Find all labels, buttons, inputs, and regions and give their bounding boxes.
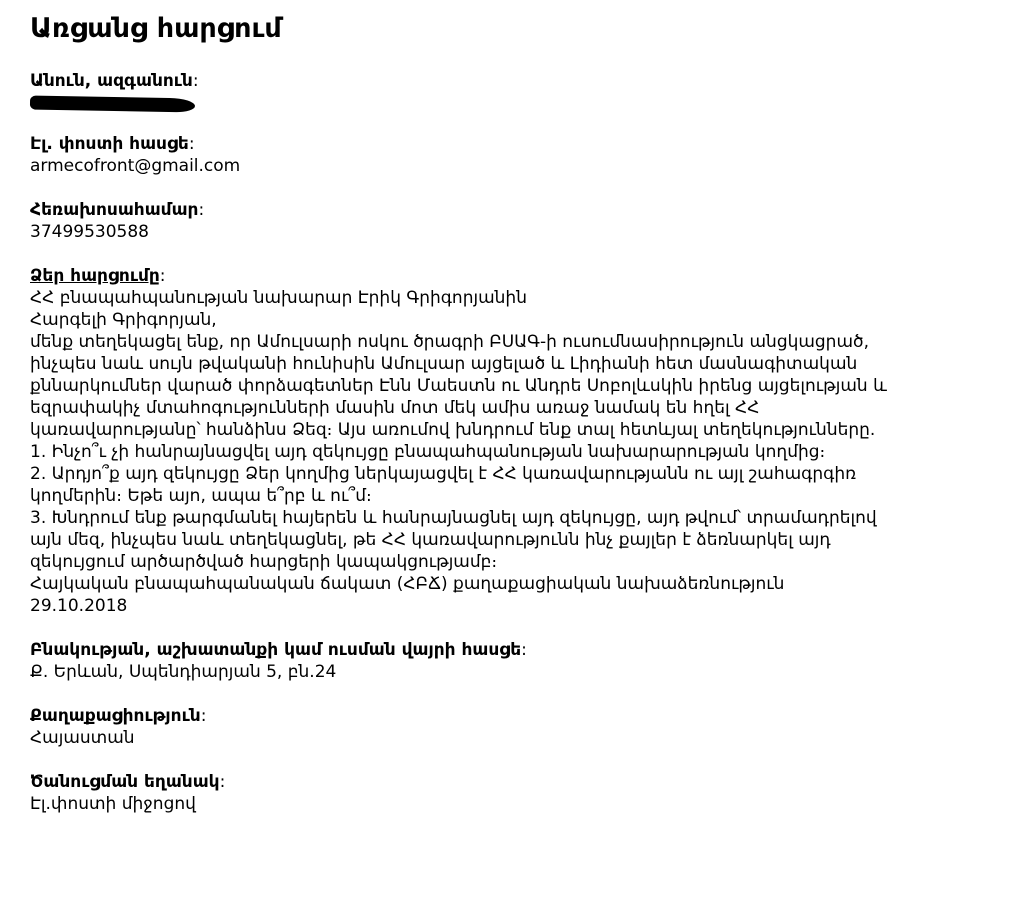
phone-value: 37499530588 [30,222,149,242]
question-date: 29.10.2018 [30,596,128,616]
notification-value: Էլ.փոստի միջոցով [30,794,196,814]
question-body [30,287,1010,617]
question-line: 2. Արդյո՞ք այդ զեկույցը Ձեր կողմից ներկայացվել է ՀՀ կառավարությանն ու այլ շահագրգիռ [30,464,857,484]
notification-label: Ծանուցման եղանակ: [30,772,226,792]
question-line: մենք տեղեկացել ենք, որ Ամուլսարի ոսկու ծրագրի ԲՍԱԳ-ի ուսումնասիրություն անցկացրած, [30,332,870,352]
citizenship-label: Քաղաքացիություն: [30,706,207,726]
question-line: կողմերին։ Եթե այո, ապա ե՞րբ և ու՞մ։ [30,486,372,506]
question-line: այն մեզ, ինչպես նաև տեղեկացնել, թե ՀՀ կառավարությունն ինչ քայլեր է ձեռնարկել այդ [30,530,831,550]
name-field [30,70,1010,111]
email-value: armecofront@gmail.com [30,156,241,176]
citizenship-value: Հայաստան [30,728,135,748]
question-line: կառավարությանը՝ հանձինս Ձեզ։ Այս առումով խնդրում ենք տալ հետևյալ տեղեկությունները. [30,420,876,440]
redacted-name-mark [30,96,195,113]
phone-label: Հեռախոսահամար: [30,200,205,220]
question-line: քննարկումներ վարած փորձագետներ Էնն Մաեստն ու Անդրե Սոբոլևսկին իրենց այցելության և [30,376,887,396]
question-line: եզրափակիչ մտահոգությունների մասին մոտ մեկ ամիս առաջ նամակ են հղել ՀՀ [30,398,760,418]
question-label: Ձեր հարցումը: [30,266,166,286]
page-title: Առցանց հարցում [30,13,282,44]
notification-field [30,771,1010,815]
question-line: Հարգելի Գրիգորյան, [30,310,217,330]
citizenship-field [30,705,1010,749]
address-field [30,639,1010,683]
question-field [30,265,1010,617]
address-label: Բնակության, աշխատանքի կամ ուսման վայրի հասցե: [30,640,527,660]
question-line: Հայկական բնապահպանական ճակատ (ՀԲՃ) քաղաքացիական նախաձեռնություն [30,574,785,594]
phone-field [30,199,1010,243]
inquiry-document [30,10,1010,837]
address-value: Ք. Երևան, Սպենդիարյան 5, բն.24 [30,662,337,682]
name-label: Անուն, ազգանուն: [30,71,199,91]
email-label: Էլ. փոստի հասցե: [30,134,195,154]
question-line: 3. Խնդրում ենք թարգմանել հայերեն և հանրայնացնել այդ զեկույցը, այդ թվում՝ տրամադրելով [30,508,877,528]
email-field [30,133,1010,177]
question-line: զեկույցում արծարծված հարցերի կապակցությամբ։ [30,552,498,572]
question-line: ինչպես նաև սույն թվականի հունիսին Ամուլսար այցելած և Լիդիանի հետ մասնագիտական [30,354,858,374]
question-line: 1. Ինչո՞ւ չի հանրայնացվել այդ զեկույցը բնապահպանության նախարարության կողմից։ [30,442,826,462]
question-line: ՀՀ բնապահպանության նախարար Էրիկ Գրիգորյանին [30,288,527,308]
